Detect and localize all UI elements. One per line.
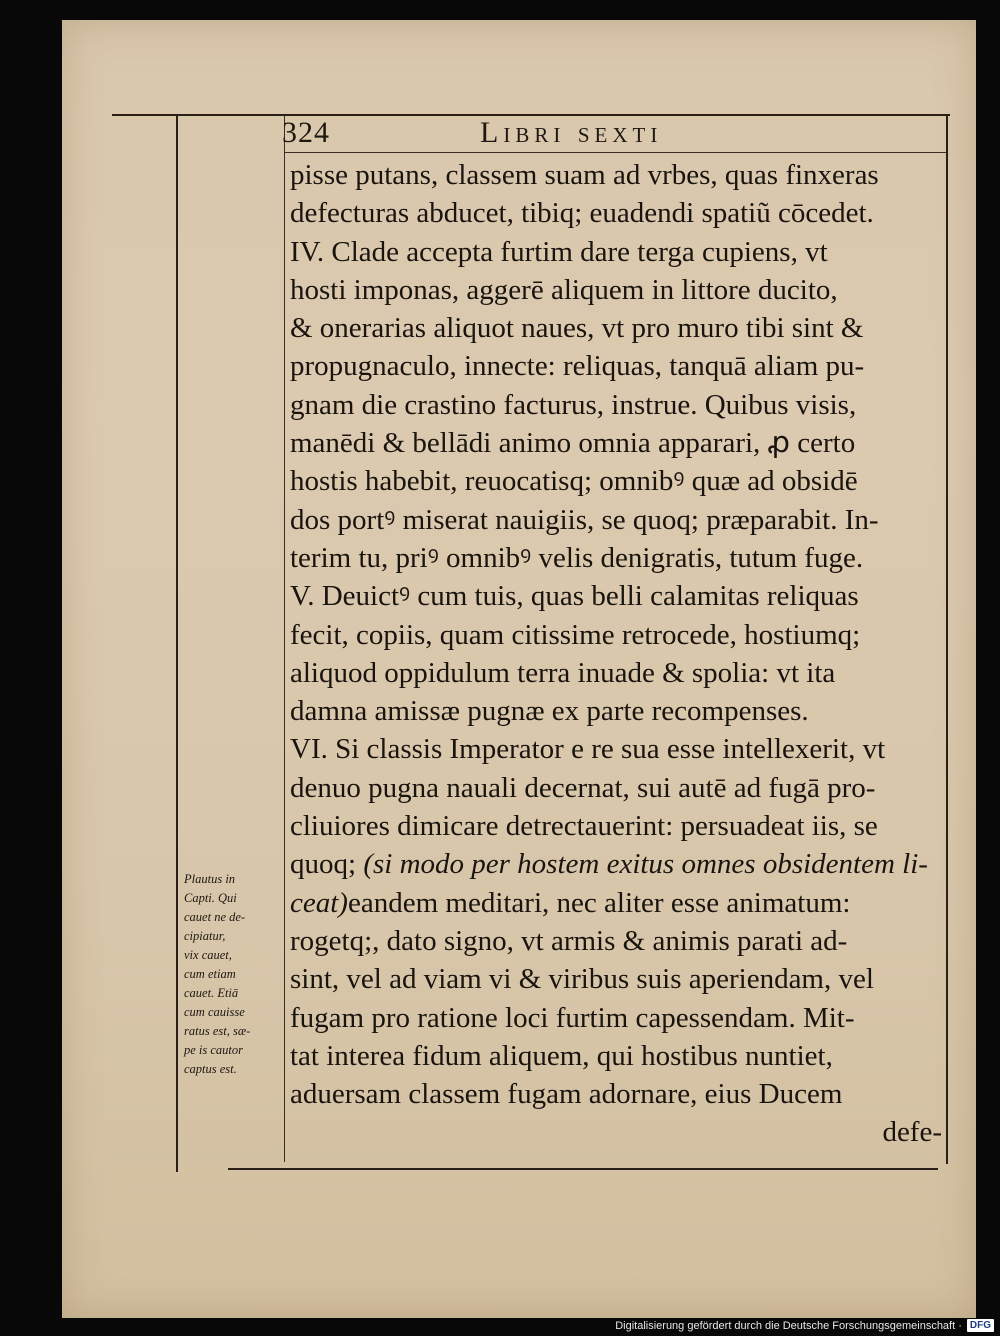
text-line: sint, vel ad viam vi & viribus suis aperiendam, vel <box>290 963 874 996</box>
text-line: gnam die crastino facturus, instrue. Quibus visis, <box>290 388 857 421</box>
marginal-note-line: vix cauet, <box>184 948 232 962</box>
running-head: Libri sexti <box>480 116 663 149</box>
text-segment: quoq; <box>290 848 364 881</box>
text-line: VI. Si classis Imperator e re sua esse intellexerit, vt <box>290 733 886 766</box>
text-line: propugnaculo, innecte: reliquas, tanquā aliam pu- <box>290 350 865 383</box>
text-line: pisse putans, classem suam ad vrbes, quas finxeras <box>290 159 879 191</box>
header-rule <box>284 152 946 153</box>
text-line: V. Deuictꝰ cum tuis, quas belli calamitas reliquas <box>290 580 859 613</box>
text-line: & onerarias aliquot naues, vt pro muro tibi sint & <box>290 312 864 345</box>
italic-quotation: (si modo per hostem exitus omnes obsidentem li- <box>363 848 928 881</box>
marginal-note <box>184 870 284 1079</box>
page-number: 324 <box>282 116 330 149</box>
marginal-note-line: captus est. <box>184 1062 237 1076</box>
catchword: defe- <box>882 1116 942 1149</box>
marginal-note-line: cauet. Etiā <box>184 986 239 1000</box>
text-line: aduersam classem fugam adornare, eius Ducem <box>290 1078 843 1111</box>
marginal-note-line: pe is cautor <box>184 1043 244 1057</box>
text-line: cliuiores dimicare detrectauerint: persuadeat iis, se <box>290 810 878 843</box>
text-line: dos portꝰ miserat nauigiis, se quoq; præparabit. In- <box>290 503 879 536</box>
text-line: denuo pugna nauali decernat, sui autē ad fugā pro- <box>290 771 876 804</box>
text-line: IV. Clade accepta furtim dare terga cupiens, vt <box>290 235 828 268</box>
marginal-note-line: ratus est, sæ- <box>184 1024 251 1038</box>
digitization-footer <box>615 1319 994 1332</box>
marginal-note-line: cauet ne de- <box>184 910 246 924</box>
text-line: tat interea fidum aliquem, qui hostibus nuntiet, <box>290 1039 833 1072</box>
text-line: defecturas abducet, tibiq; euadendi spatiũ cōcedet. <box>290 197 874 230</box>
body-text <box>290 156 942 1152</box>
text-line: terim tu, priꝰ omnibꝰ velis denigratis, tutum fuge. <box>290 541 864 574</box>
text-line: rogetq;, dato signo, vt armis & animis parati ad- <box>290 924 848 957</box>
dfg-logo: DFG <box>967 1319 994 1332</box>
marginal-note-line: Capti. Qui <box>184 891 237 905</box>
text-line: manēdi & bellādi animo omnia apparari, ꝓ certo <box>290 427 856 460</box>
text-line: fugam pro ratione loci furtim capessendam. Mit- <box>290 1001 855 1034</box>
page-frame-bottom-rule <box>228 1168 938 1170</box>
page-frame-right-rule <box>946 114 948 1164</box>
text-line <box>290 845 942 883</box>
margin-column-rule <box>284 116 285 1162</box>
text-line: hosti imponas, aggerē aliquem in littore ducito, <box>290 273 838 306</box>
italic-quotation: ceat) <box>290 886 348 919</box>
text-line: hostis habebit, reuocatisq; omnibꝰ quæ ad obsidē <box>290 465 858 498</box>
text-line: aliquod oppidulum terra inuade & spolia: vt ita <box>290 656 836 689</box>
footer-text: Digitalisierung gefördert durch die Deutsche Forschungsgemeinschaft · <box>615 1319 962 1332</box>
marginal-note-line: cipiatur, <box>184 929 226 943</box>
page-frame-left-rule <box>176 114 178 1172</box>
marginal-note-line: Plautus in <box>184 872 236 886</box>
marginal-note-line: cum etiam <box>184 967 236 981</box>
text-line: damna amissæ pugnæ ex parte recompenses. <box>290 695 809 728</box>
text-segment: eandem meditari, nec aliter esse animatum: <box>347 886 851 919</box>
marginal-note-line: cum cauisse <box>184 1005 245 1019</box>
text-line: fecit, copiis, quam citissime retrocede, hostiumq; <box>290 618 861 651</box>
text-line <box>290 884 942 922</box>
